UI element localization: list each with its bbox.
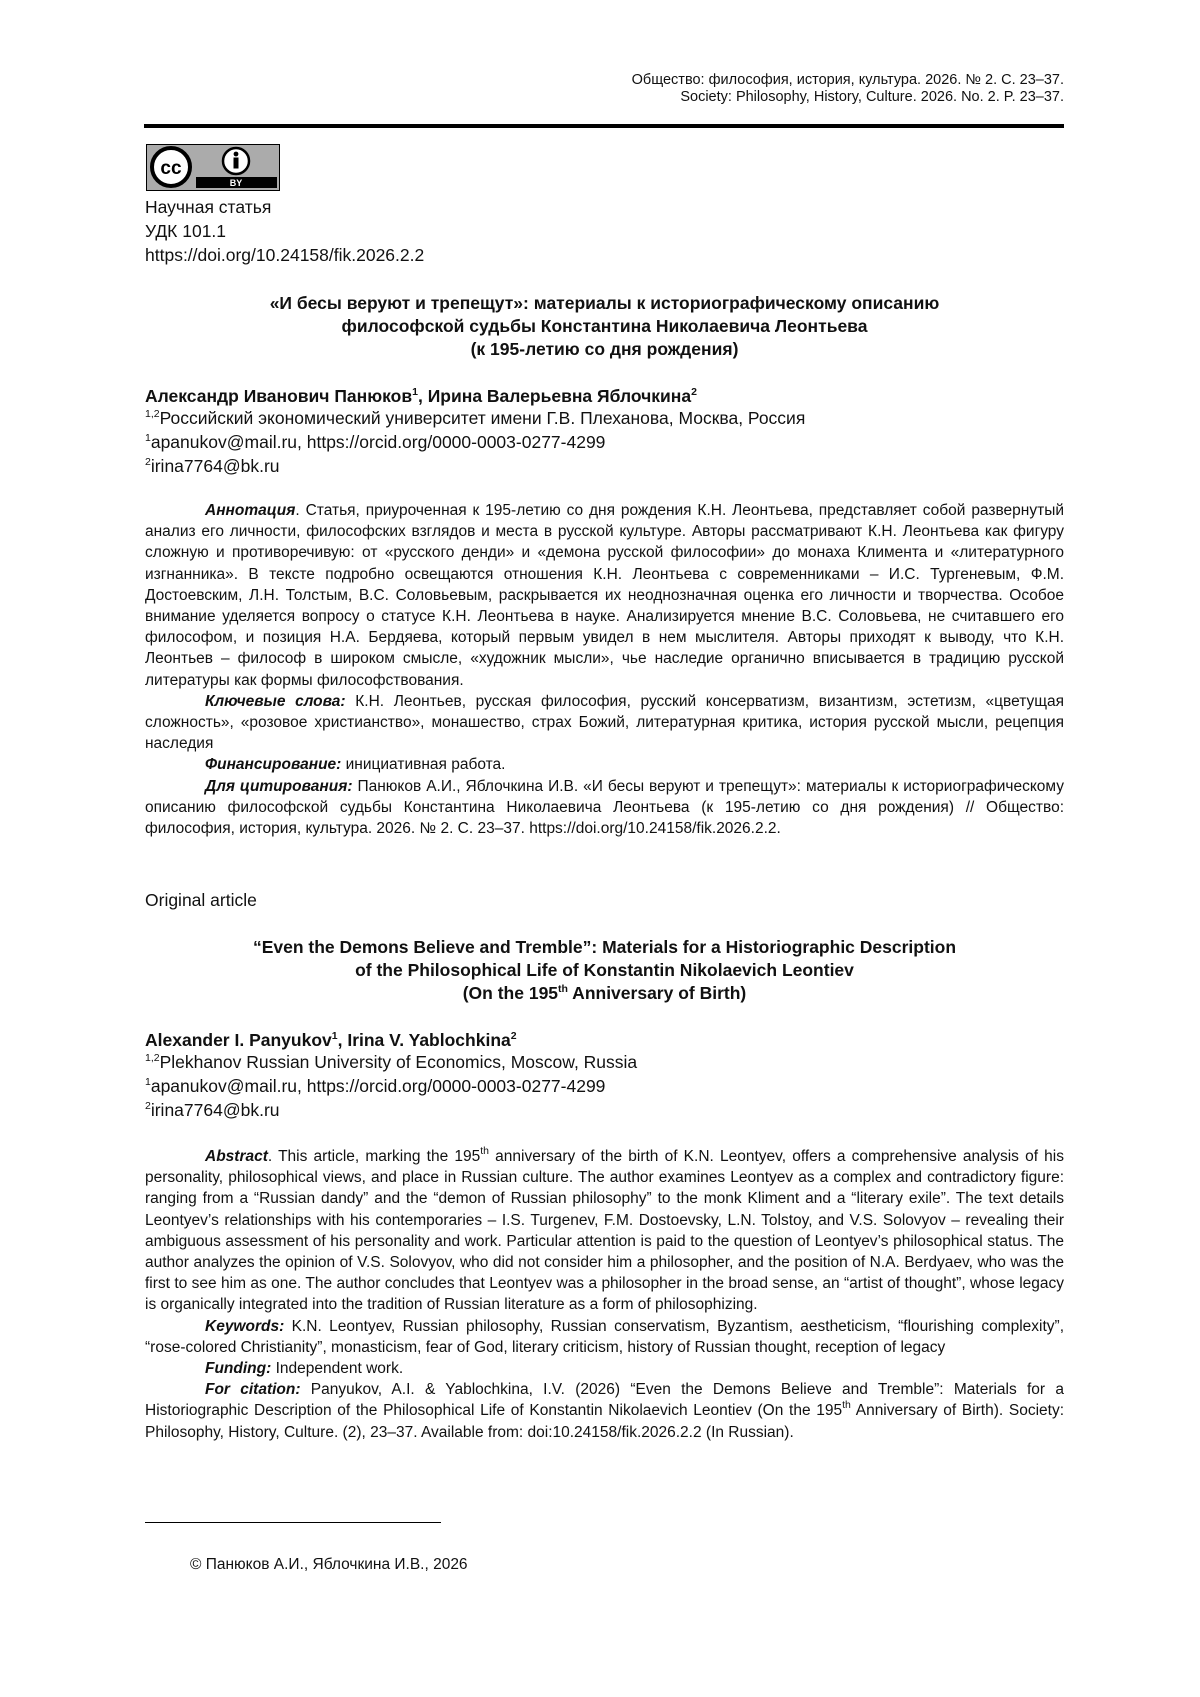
- ru-abstract-block: [145, 500, 1064, 839]
- ru-keywords-text: К.Н. Леонтьев, русская философия, русский консерватизм, византизм, эстетизм, «цветущая сложность», «розовое христианство», монашество, страх Божий, литературная критика, история русской мысли, рецепция наследия: [145, 692, 1064, 753]
- en-title: [145, 936, 1064, 1005]
- ru-funding-text: инициативная работа.: [341, 756, 506, 774]
- ru-udc: УДК 101.1: [145, 221, 227, 241]
- ru-contact2-sup: 2: [145, 456, 151, 468]
- ru-contact1-sup: 1: [145, 432, 151, 444]
- en-funding: [145, 1358, 1064, 1379]
- cc-text: cc: [160, 158, 182, 179]
- en-article-type: Original article: [145, 890, 257, 910]
- en-author-1: Alexander I. Panyukov: [145, 1030, 332, 1050]
- en-authors: [145, 1030, 517, 1051]
- en-author-1-sup: 1: [331, 1030, 338, 1042]
- ru-abstract-text: . Статья, приуроченная к 195-летию со дня рождения К.Н. Леонтьева, представляет собой развернутый анализ его личности, философских взглядов и места в русской культуре. Авторы рассматривают К.Н. Леонтьева как фигуру сложную и противоречивую: от «русского денди» и «демона русской философии» до монаха Климента и «литературного изгнанника». В тексте подробно освещаются отношения К.Н. Леонтьева с современниками – И.С. Тургеневым, Ф.М. Достоевским, Л.Н. Толстым, В.С. Соловьевым, раскрывается их неоднозначная оценка его личности и творчества. Особое внимание уделяется вопросу о статусе К.Н. Леонтьева в науке. Анализируется мнение В.С. Соловьева, не считавшего его философом, и позиция Н.А. Бердяева, который первым увидел в нем мыслителя. Авторы приходят к выводу, что К.Н. Леонтьев – философ в широком смысле, «художник мысли», чье наследие органично вписывается в традицию русской литературы как формы философствования.: [145, 502, 1064, 689]
- ru-contact2[interactable]: irina7764@bk.ru: [150, 456, 280, 476]
- ru-citation: [145, 776, 1064, 840]
- en-author-2-sup: 2: [510, 1030, 517, 1042]
- ru-keywords-label: Ключевые слова:: [205, 692, 346, 710]
- running-header: [632, 72, 1064, 106]
- ru-author-1: Александр Иванович Панюков: [145, 386, 413, 406]
- ru-title: [145, 292, 1064, 361]
- en-title-line: “Even the Demons Believe and Tremble”: Materials for a Historiographic Description: [252, 937, 957, 957]
- en-keywords: [145, 1316, 1064, 1358]
- ru-doi-link[interactable]: https://doi.org/10.24158/fik.2026.2.2: [145, 245, 425, 265]
- en-affiliation-block: [145, 1050, 637, 1122]
- en-funding-text: Independent work.: [271, 1360, 404, 1378]
- running-header-ru: Общество: философия, история, культура. 2026. № 2. С. 23–37.: [631, 72, 1064, 88]
- en-abstract: Abstract. This article, marking the 195th anniversary of the birth of K.N. Leontyev, offers a comprehensive analysis of his personality, philosophical views, and place in Russian culture. The author examines Leontyev as a complex and contradictory figure: ranging from a “Russian dandy” and the “demon of Russian philosophy” to the monk Kliment and a “literary exile”. The text details Leontyev’s relationships with his contemporaries – I.S. Turgenev, F.M. Dostoevsky, L.N. Tolstoy, and V.S. Solovyov – revealing their ambiguous assessment of his personality and work. Particular attention is paid to the question of Leontyev’s philosophical status. The author analyzes the opinion of V.S. Solovyov, who did not consider him a philosopher, and the position of N.A. Berdyaev, who was the first to see him as one. The author concludes that Leontyev was a philosopher in the broad sense, an “artist of thought”, whose legacy is organically integrated into the tradition of Russian literature as a form of philosophizing.: [145, 1145, 1065, 1314]
- en-contact1-sup: 1: [145, 1076, 151, 1088]
- header-rule: [144, 124, 1064, 128]
- ru-affiliation-block: [145, 406, 805, 478]
- en-citation-label: For citation:: [205, 1381, 301, 1399]
- en-author-sep: ,: [337, 1030, 348, 1050]
- ru-affil-sup: 1,2: [145, 408, 160, 420]
- en-title-line: (On the 195th Anniversary of Birth): [462, 983, 747, 1003]
- ru-affiliation: Российский экономический университет имени Г.В. Плеханова, Москва, Россия: [159, 408, 806, 428]
- en-affiliation: Plekhanov Russian University of Economics, Moscow, Russia: [159, 1052, 638, 1072]
- copyright-notice: © Панюков А.И., Яблочкина И.В., 2026: [190, 1556, 468, 1573]
- ru-abstract: [145, 500, 1064, 691]
- ru-author-sep: ,: [417, 386, 428, 406]
- ru-author-2-sup: 2: [691, 386, 697, 398]
- ru-citation-label: Для цитирования:: [205, 777, 353, 795]
- en-abstract-block: [145, 1146, 1064, 1443]
- ru-title-line: «И бесы веруют и трепещут»: материалы к историографическому описанию: [269, 293, 940, 313]
- by-text: BY: [229, 178, 243, 188]
- cc-by-icon[interactable]: [146, 144, 280, 191]
- en-contact2[interactable]: irina7764@bk.ru: [150, 1100, 280, 1120]
- ru-funding-label: Финансирование:: [205, 756, 342, 774]
- ru-contact1[interactable]: apanukov@mail.ru, https://orcid.org/0000-0003-0277-4299: [150, 432, 606, 452]
- en-keywords-label: Keywords:: [205, 1317, 285, 1335]
- en-contact1[interactable]: apanukov@mail.ru, https://orcid.org/0000-0003-0277-4299: [150, 1076, 606, 1096]
- en-keywords-text: K.N. Leontyev, Russian philosophy, Russian conservatism, Byzantism, aestheticism, “flourishing complexity”, “rose-colored Christianity”, monasticism, fear of God, literary criticism, history of Russian thought, reception of legacy: [145, 1317, 1064, 1356]
- ru-author-2: Ирина Валерьевна Яблочкина: [427, 386, 692, 406]
- ru-title-line: философской судьбы Константина Николаевича Леонтьева: [341, 316, 868, 336]
- ru-article-type: Научная статья: [145, 197, 272, 217]
- ru-citation-text: Панюков А.И., Яблочкина И.В. «И бесы веруют и трепещут»: материалы к историографическому описанию философской судьбы Константина Николаевича Леонтьева (к 195-летию со дня рождения) // Общество: философия, история, культура. 2026. № 2. С. 23–37. https://doi.org/10.24158/fik.2026.2.2.: [145, 777, 1064, 838]
- en-title-line: of the Philosophical Life of Konstantin Nikolaevich Leontiev: [355, 960, 854, 980]
- en-citation: For citation: Panyukov, A.I. & Yablochkina, I.V. (2026) “Even the Demons Believe and Tremble”: Materials for a Historiographic Description of the Philosophical Life of Konstantin Nikolaevich Leontiev (On the 195th Anniversary of Birth). Society: Philosophy, History, Culture. (2), 23–37. Available from: doi:10.24158/fik.2026.2.2 (In Russian).: [145, 1381, 1065, 1441]
- footnote-rule: [145, 1522, 441, 1523]
- ru-title-line: (к 195-летию со дня рождения): [470, 339, 739, 359]
- running-header-en: Society: Philosophy, History, Culture. 2026. No. 2. P. 23–37.: [680, 89, 1064, 105]
- en-affil-sup: 1,2: [145, 1052, 160, 1064]
- en-abstract-label: Abstract: [205, 1148, 268, 1165]
- en-contact2-sup: 2: [145, 1100, 151, 1112]
- en-funding-label: Funding:: [205, 1360, 272, 1378]
- ru-authors: [145, 386, 697, 407]
- ru-keywords: [145, 691, 1064, 755]
- ru-abstract-label: Аннотация: [205, 502, 296, 519]
- en-author-2: Irina V. Yablochkina: [347, 1030, 511, 1050]
- ru-meta: [145, 195, 424, 267]
- ru-author-1-sup: 1: [412, 386, 418, 398]
- ru-funding: [145, 754, 1064, 775]
